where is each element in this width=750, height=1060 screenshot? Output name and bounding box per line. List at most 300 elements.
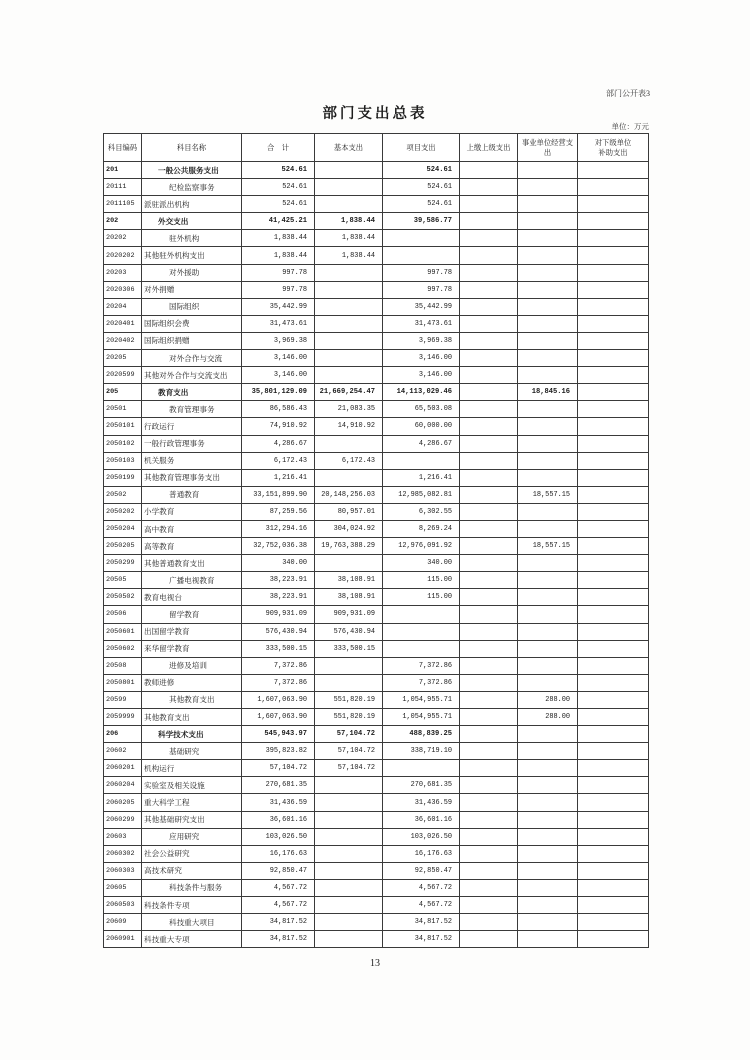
table-row [104,538,649,555]
cell-subsidy [578,897,649,914]
cell-subject-name: 机关服务 [142,452,242,469]
cell-subject-name: 重大科学工程 [142,794,242,811]
cell-operating [518,674,578,691]
cell-upper [460,503,518,520]
cell-total: 524.61 [242,196,315,213]
cell-subsidy [578,760,649,777]
cell-total: 41,425.21 [242,213,315,230]
cell-subject-name: 高等教育 [142,538,242,555]
table-row [104,503,649,520]
table-row [104,350,649,367]
cell-total: 4,567.72 [242,879,315,896]
cell-subsidy [578,384,649,401]
cell-operating [518,281,578,298]
cell-project: 997.78 [383,281,460,298]
table-row [104,674,649,691]
cell-upper [460,657,518,674]
cell-upper [460,589,518,606]
table-row [104,879,649,896]
table-row [104,862,649,879]
cell-subject-code: 2050199 [104,469,142,486]
cell-total: 35,442.99 [242,298,315,315]
cell-operating [518,589,578,606]
cell-subsidy [578,435,649,452]
cell-subject-code: 2050101 [104,418,142,435]
cell-total: 270,681.35 [242,777,315,794]
cell-upper [460,350,518,367]
cell-project: 7,372.86 [383,674,460,691]
cell-project: 488,839.25 [383,726,460,743]
cell-total: 312,294.16 [242,520,315,537]
cell-operating [518,760,578,777]
cell-basic: 80,957.01 [315,503,383,520]
cell-subject-code: 2060204 [104,777,142,794]
cell-total: 3,146.00 [242,367,315,384]
cell-project: 115.00 [383,572,460,589]
table-row [104,726,649,743]
cell-subject-code: 20605 [104,879,142,896]
cell-total: 32,752,036.38 [242,538,315,555]
cell-operating [518,230,578,247]
cell-operating [518,862,578,879]
column-header-7: 对下级单位 补助支出 [578,134,649,162]
cell-project: 34,817.52 [383,931,460,948]
cell-subsidy [578,743,649,760]
cell-subject-name: 科技重大项目 [142,914,242,931]
table-row [104,298,649,315]
table-row [104,486,649,503]
cell-subsidy [578,572,649,589]
cell-subject-code: 202 [104,213,142,230]
cell-basic: 1,838.44 [315,247,383,264]
table-row [104,162,649,179]
cell-operating [518,469,578,486]
cell-operating [518,315,578,332]
cell-project: 3,969.38 [383,332,460,349]
cell-basic [315,196,383,213]
table-row [104,401,649,418]
cell-subject-code: 2011105 [104,196,142,213]
cell-subject-code: 2020306 [104,281,142,298]
cell-subject-name: 出国留学教育 [142,623,242,640]
cell-project: 524.61 [383,196,460,213]
cell-basic [315,469,383,486]
cell-basic [315,332,383,349]
cell-basic [315,657,383,674]
cell-operating [518,828,578,845]
cell-subject-name: 社会公益研究 [142,845,242,862]
table-row [104,760,649,777]
cell-project: 12,985,082.81 [383,486,460,503]
cell-total: 38,223.91 [242,572,315,589]
cell-project: 8,269.24 [383,520,460,537]
cell-upper [460,743,518,760]
cell-project: 7,372.86 [383,657,460,674]
cell-upper [460,230,518,247]
cell-project: 34,817.52 [383,914,460,931]
cell-subsidy [578,640,649,657]
cell-subject-code: 2060299 [104,811,142,828]
cell-upper [460,862,518,879]
table-row [104,230,649,247]
cell-upper [460,709,518,726]
cell-basic: 304,024.92 [315,520,383,537]
cell-basic [315,367,383,384]
cell-operating [518,350,578,367]
cell-subsidy [578,879,649,896]
cell-subject-code: 201 [104,162,142,179]
cell-operating: 18,845.16 [518,384,578,401]
cell-subsidy [578,350,649,367]
cell-subject-name: 其他对外合作与交流支出 [142,367,242,384]
cell-total: 16,176.63 [242,845,315,862]
cell-total: 545,943.97 [242,726,315,743]
cell-subject-code: 206 [104,726,142,743]
cell-subject-name: 机构运行 [142,760,242,777]
table-row [104,845,649,862]
cell-subject-code: 20203 [104,264,142,281]
cell-basic: 14,910.92 [315,418,383,435]
table-row [104,709,649,726]
table-row [104,811,649,828]
cell-upper [460,572,518,589]
table-row [104,247,649,264]
cell-subsidy [578,726,649,743]
cell-total: 395,823.82 [242,743,315,760]
cell-upper [460,298,518,315]
cell-subject-name: 实验室及相关设施 [142,777,242,794]
cell-subject-name: 外交支出 [142,213,242,230]
cell-total: 74,910.92 [242,418,315,435]
cell-upper [460,726,518,743]
cell-basic: 38,108.91 [315,572,383,589]
cell-operating [518,606,578,623]
cell-subsidy [578,691,649,708]
cell-subject-name: 对外合作与交流 [142,350,242,367]
cell-subsidy [578,811,649,828]
column-header-6: 事业单位经营支出 [518,134,578,162]
cell-upper [460,520,518,537]
cell-total: 997.78 [242,281,315,298]
cell-basic: 57,104.72 [315,726,383,743]
cell-subsidy [578,332,649,349]
cell-project: 36,601.16 [383,811,460,828]
cell-total: 576,430.94 [242,623,315,640]
cell-upper [460,281,518,298]
cell-basic [315,315,383,332]
cell-upper [460,623,518,640]
table-row [104,315,649,332]
cell-operating [518,743,578,760]
cell-upper [460,469,518,486]
cell-operating [518,418,578,435]
cell-upper [460,811,518,828]
cell-subject-code: 20603 [104,828,142,845]
cell-project: 338,719.10 [383,743,460,760]
cell-subject-code: 2050601 [104,623,142,640]
cell-total: 1,607,063.90 [242,691,315,708]
table-row [104,520,649,537]
table-row [104,435,649,452]
table-row [104,589,649,606]
cell-upper [460,794,518,811]
cell-subject-name: 广播电视教育 [142,572,242,589]
cell-subsidy [578,452,649,469]
cell-subsidy [578,503,649,520]
cell-subsidy [578,213,649,230]
cell-basic [315,811,383,828]
cell-operating [518,845,578,862]
cell-basic: 57,104.72 [315,743,383,760]
cell-subsidy [578,845,649,862]
table-row [104,828,649,845]
cell-project [383,452,460,469]
cell-operating: 288.00 [518,691,578,708]
cell-upper [460,486,518,503]
cell-upper [460,914,518,931]
cell-basic [315,162,383,179]
page-number: 13 [370,958,380,969]
cell-upper [460,606,518,623]
cell-subject-name: 其他基础研究支出 [142,811,242,828]
cell-operating [518,452,578,469]
cell-operating [518,879,578,896]
column-header-3: 基本支出 [315,134,383,162]
cell-basic [315,674,383,691]
cell-total: 909,931.09 [242,606,315,623]
cell-operating [518,811,578,828]
cell-subsidy [578,520,649,537]
cell-project: 14,113,029.46 [383,384,460,401]
cell-subject-name: 科技重大专项 [142,931,242,948]
cell-project: 524.61 [383,179,460,196]
cell-upper [460,674,518,691]
cell-basic [315,794,383,811]
cell-upper [460,691,518,708]
cell-upper [460,213,518,230]
cell-basic [315,879,383,896]
cell-subject-code: 2050602 [104,640,142,657]
cell-operating: 18,557.15 [518,538,578,555]
cell-upper [460,555,518,572]
cell-subsidy [578,914,649,931]
cell-total: 6,172.43 [242,452,315,469]
cell-project: 12,976,091.92 [383,538,460,555]
cell-subsidy [578,469,649,486]
doc-label: 部门公开表3 [606,89,650,98]
cell-basic [315,264,383,281]
cell-total: 31,473.61 [242,315,315,332]
cell-total: 4,567.72 [242,897,315,914]
cell-total: 35,801,129.09 [242,384,315,401]
table-row [104,691,649,708]
cell-subsidy [578,196,649,213]
column-header-4: 项目支出 [383,134,460,162]
cell-subsidy [578,162,649,179]
cell-basic [315,914,383,931]
cell-basic [315,931,383,948]
cell-upper [460,196,518,213]
table-row [104,606,649,623]
cell-project: 1,054,955.71 [383,691,460,708]
cell-project: 115.00 [383,589,460,606]
cell-project: 3,146.00 [383,350,460,367]
cell-basic: 21,083.35 [315,401,383,418]
cell-subject-name: 科学技术支出 [142,726,242,743]
column-header-1: 科目名称 [142,134,242,162]
cell-upper [460,162,518,179]
cell-total: 3,969.38 [242,332,315,349]
cell-upper [460,367,518,384]
cell-subject-code: 2020202 [104,247,142,264]
cell-total: 87,259.56 [242,503,315,520]
cell-subsidy [578,538,649,555]
cell-project: 340.00 [383,555,460,572]
cell-basic: 909,931.09 [315,606,383,623]
table-row [104,931,649,948]
cell-subject-code: 2060901 [104,931,142,948]
cell-subject-name: 其他教育管理事务支出 [142,469,242,486]
cell-subsidy [578,777,649,794]
cell-subject-code: 2059999 [104,709,142,726]
cell-subsidy [578,298,649,315]
cell-basic [315,862,383,879]
cell-upper [460,452,518,469]
cell-subsidy [578,794,649,811]
cell-subsidy [578,589,649,606]
cell-subject-code: 2020401 [104,315,142,332]
cell-operating [518,367,578,384]
cell-subsidy [578,709,649,726]
table-row [104,555,649,572]
table-row [104,332,649,349]
cell-project: 997.78 [383,264,460,281]
cell-upper [460,401,518,418]
cell-basic [315,897,383,914]
cell-project [383,623,460,640]
cell-operating [518,572,578,589]
cell-project: 103,026.50 [383,828,460,845]
cell-subject-name: 教师进修 [142,674,242,691]
cell-project: 39,586.77 [383,213,460,230]
table-row [104,384,649,401]
cell-upper [460,828,518,845]
table-row [104,777,649,794]
cell-upper [460,179,518,196]
cell-operating [518,555,578,572]
cell-subsidy [578,179,649,196]
cell-subject-name: 其他驻外机构支出 [142,247,242,264]
cell-subject-code: 20502 [104,486,142,503]
cell-total: 31,436.59 [242,794,315,811]
cell-operating [518,520,578,537]
cell-subject-name: 教育支出 [142,384,242,401]
cell-subject-code: 20204 [104,298,142,315]
cell-project: 1,054,955.71 [383,709,460,726]
cell-upper [460,384,518,401]
cell-subject-name: 教育管理事务 [142,401,242,418]
cell-subject-code: 20602 [104,743,142,760]
cell-operating [518,196,578,213]
cell-upper [460,897,518,914]
table-row [104,418,649,435]
cell-subject-name: 科技条件与服务 [142,879,242,896]
cell-subsidy [578,623,649,640]
cell-subject-name: 一般行政管理事务 [142,435,242,452]
cell-project [383,640,460,657]
cell-subject-code: 2060302 [104,845,142,862]
cell-total: 33,151,899.90 [242,486,315,503]
cell-upper [460,247,518,264]
table-row [104,213,649,230]
table-row [104,623,649,640]
cell-subject-code: 2060205 [104,794,142,811]
cell-operating [518,726,578,743]
cell-subject-code: 20508 [104,657,142,674]
cell-subject-name: 高中教育 [142,520,242,537]
cell-basic [315,179,383,196]
cell-subject-name: 科技条件专项 [142,897,242,914]
cell-subject-name: 其他教育支出 [142,691,242,708]
cell-subject-code: 2050204 [104,520,142,537]
cell-basic: 38,108.91 [315,589,383,606]
cell-subject-code: 20599 [104,691,142,708]
cell-subject-name: 纪检监察事务 [142,179,242,196]
cell-project [383,230,460,247]
cell-project: 4,567.72 [383,897,460,914]
table-row [104,914,649,931]
cell-operating [518,914,578,931]
cell-subject-name: 教育电视台 [142,589,242,606]
cell-project: 1,216.41 [383,469,460,486]
cell-subject-code: 2060303 [104,862,142,879]
cell-subject-code: 2050801 [104,674,142,691]
cell-subject-code: 20506 [104,606,142,623]
cell-total: 57,104.72 [242,760,315,777]
cell-basic: 57,104.72 [315,760,383,777]
cell-project [383,760,460,777]
cell-basic: 1,838.44 [315,230,383,247]
cell-operating [518,213,578,230]
cell-basic [315,555,383,572]
table-row [104,281,649,298]
cell-basic: 551,820.19 [315,691,383,708]
cell-subsidy [578,247,649,264]
cell-project: 270,681.35 [383,777,460,794]
cell-total: 524.61 [242,162,315,179]
cell-upper [460,315,518,332]
cell-operating: 18,557.15 [518,486,578,503]
cell-operating [518,897,578,914]
cell-project: 4,286.67 [383,435,460,452]
cell-subject-name: 其他教育支出 [142,709,242,726]
cell-subject-name: 一般公共服务支出 [142,162,242,179]
cell-subject-name: 国际组织 [142,298,242,315]
cell-basic [315,350,383,367]
cell-project: 65,503.08 [383,401,460,418]
table-row [104,367,649,384]
cell-subsidy [578,674,649,691]
cell-basic: 20,148,256.03 [315,486,383,503]
cell-total: 36,601.16 [242,811,315,828]
cell-basic: 576,430.94 [315,623,383,640]
cell-operating [518,247,578,264]
cell-operating [518,640,578,657]
cell-subject-code: 20609 [104,914,142,931]
unit-note: 单位：万元 [611,122,649,131]
cell-upper [460,777,518,794]
page-title: 部门支出总表 [322,106,428,122]
